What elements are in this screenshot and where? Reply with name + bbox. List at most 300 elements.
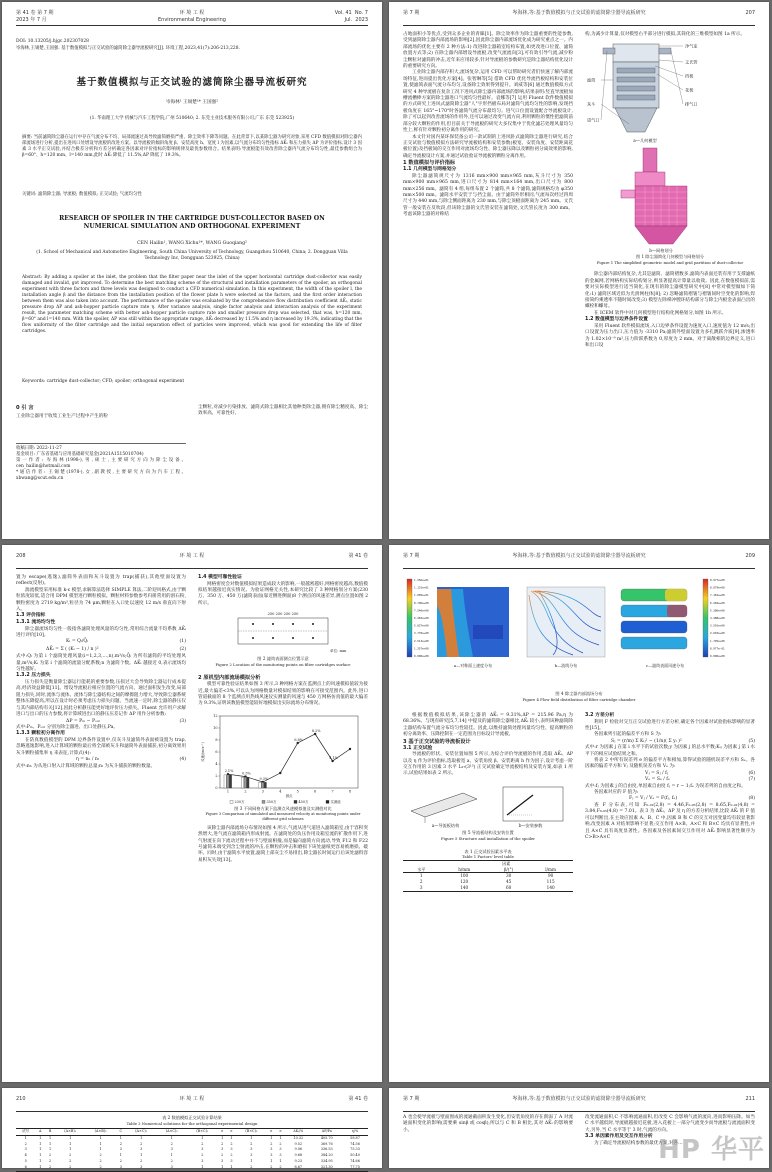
table-header-cell: h/mm xyxy=(440,867,489,873)
table-cell: 120 xyxy=(460,879,469,885)
header-right: 209 xyxy=(745,553,755,559)
table-1-body xyxy=(403,873,573,891)
table-cell: 1 xyxy=(99,1147,102,1152)
paragraph: 除尘器内部结构复杂,尤其是滤筒、滤筒褶数多,滤筒内表面还装有用于支撑滤纸的金属网,若网格构实际结构划分,则显著提高计算量以收敛。因此,在数值模拟前,需要对实际模型进行适当简化,在现有的除尘器模型研究中[8] 中常对模型做如下简化:1) 滤筒区域近似为光滑网柱体[8]; 2) 忽略滤筒褶皱与褶皱间时空变化的影响,焊接简约乘透率不随时间改变;3) 模型左除梯冲膛环结构部分与除尘内板金表面凸出的螺栓和螺母。 xyxy=(585,272,755,310)
table-cell: 1 xyxy=(69,1147,72,1152)
data-point xyxy=(349,748,351,750)
colorbar-a xyxy=(407,579,412,657)
paragraph: 利用 F 检验对交互正交试验进行方差分析,确定各个因素对试验指标影响的显著性[15]。 xyxy=(585,719,755,731)
table-header-cell: ΔK̄ᵢ/% xyxy=(285,1129,311,1136)
x-tick-label: 6 xyxy=(314,789,317,794)
header-right: 207 xyxy=(745,10,755,16)
table-cell: 6 xyxy=(16,1165,35,1171)
table-cell: 3 xyxy=(140,1147,143,1152)
figure-2 xyxy=(198,610,368,672)
fig5-caption-en: Figure 5 Structure and installation of the spoiler xyxy=(441,835,535,841)
table2-title-en: Table 2 Numerical solutions for the orthogonal experimental design xyxy=(126,1121,258,1126)
subsection-heading: 3.1 正交试验 xyxy=(403,745,433,751)
paragraph: 各因素对应的 F 值为: xyxy=(594,790,639,796)
equation-1 xyxy=(16,639,186,645)
cartridge-surface xyxy=(621,589,687,649)
table-cell: 2 xyxy=(170,1141,173,1146)
table-cell: 321.30 xyxy=(312,1165,343,1171)
figure-1-drawing xyxy=(585,40,755,254)
table-cell: 3 xyxy=(221,1147,224,1152)
y-tick-label: 8 xyxy=(215,738,218,743)
table-header-cell: B xyxy=(45,1129,55,1136)
table-cell: 2 xyxy=(270,1141,273,1146)
table-cell: 2 xyxy=(99,1153,102,1158)
table-header-cell: ΔP/Pa xyxy=(312,1129,343,1136)
x-tick-label: 5 xyxy=(296,789,299,794)
column-right xyxy=(198,575,368,1075)
table-cell: 2 xyxy=(48,1158,52,1163)
figure-4-drawing xyxy=(403,575,755,693)
header-left: 第 7 期 xyxy=(403,553,420,559)
column-right xyxy=(585,32,755,532)
paragraph: 在防真数值模型的 DPM 边界条件设置中,仅灰斗及滤筒外表面被设置为 trap,忽略逃逸影响,进入计算域的颗粒最后将全部被灰斗和滤筒外表面捕获,初分离效果用灰斗颗粒捕集率 η 来表征,计算式(4): xyxy=(16,737,186,756)
table-cell: 1 xyxy=(170,1135,173,1140)
x-tick-label: 7 xyxy=(331,789,334,794)
table-header-cell: (B×C)₂ xyxy=(236,1129,267,1136)
table-cell: 2 xyxy=(250,1141,253,1146)
table-cell: 1 xyxy=(99,1135,102,1140)
table-cell: 1 xyxy=(221,1135,224,1140)
y-tick-label: 6 xyxy=(215,750,218,755)
legend-label: 450万 xyxy=(298,799,309,804)
table-cell: 2 xyxy=(267,1165,276,1171)
subsection-heading: 1.3.3 颗粒初分离作用 xyxy=(16,731,65,737)
paragraph: 为了确定导流板结构参数的最优方案,对各… xyxy=(594,1140,683,1146)
section-intro-heading: 0 引 言 xyxy=(16,405,34,411)
colorbar-tick-label: 1.131e+01 xyxy=(414,585,429,590)
table-cell: 1 xyxy=(39,1158,42,1163)
page-208 xyxy=(2,545,382,1082)
table-cell: 2 xyxy=(99,1158,102,1163)
table-cell: 2 xyxy=(69,1153,72,1158)
colorbar-tick-label: 6.284e+00 xyxy=(710,600,725,605)
header-left: 210 xyxy=(16,1096,26,1102)
geo-inlet xyxy=(603,48,615,54)
table-2-header-row xyxy=(16,1129,368,1136)
y-tick-label: 2 xyxy=(215,774,218,779)
table-2-body xyxy=(16,1135,368,1171)
table-cell: 74.66 xyxy=(350,1158,360,1163)
section-heading: 1 数值模拟与评价指标 xyxy=(403,160,456,167)
header-center: 环 境 工 程 xyxy=(179,553,205,559)
header-rule xyxy=(16,568,368,569)
bar xyxy=(229,775,231,788)
header-rule xyxy=(403,25,755,26)
x-tick-label: 8 xyxy=(348,789,352,794)
label-clean-chamber: 净气室 xyxy=(685,43,698,49)
colorbar-tick-label: 7.540e+00 xyxy=(414,608,429,613)
colorbar-tick-label: 3.770e+00 xyxy=(414,631,429,636)
paragraph: 采用 Fluent 软件模拟流场,入口边界条件设置为速度入口,速度值为 12 m/s;出口设置为压力出口,压力值为 -3310 Pa;滤筒外壁面设置为多孔跳跃介质[9],渗透率为 1.02×10⁻⁹ m²,压力阶跃系数为 0,厚度为 2 mm。对于离散相的边界定义,进口和出口设 xyxy=(585,323,755,349)
plot-frame xyxy=(220,716,358,788)
y-tick-label: 4 xyxy=(215,762,218,767)
subsection-heading: 3.3 单因素作用及交互作用分析 xyxy=(585,1134,653,1140)
eq-body: η = nₕ / nₜ xyxy=(76,757,100,763)
table-cell: 1 xyxy=(279,1158,282,1163)
fig4-caption-en: Figure 4 Flow field distribution of filter cartridge chamber xyxy=(522,697,636,702)
figure-3 xyxy=(198,710,368,822)
header-center: 岑海林,等:基于数值模拟与正交试验的滤筒除尘器导流板研究 xyxy=(512,553,646,559)
table1-title-en: Table 1 Factors' level table xyxy=(462,854,514,860)
subsection-heading: 3.2 方差分析 xyxy=(585,713,615,718)
table-cell: 1 xyxy=(35,1165,45,1171)
table-row xyxy=(16,1165,368,1171)
fig2-unit: 单位: mm xyxy=(330,649,347,654)
table-cell: 1 xyxy=(230,1135,233,1140)
authors-cn: 岑海林¹ 王锡楚¹* 王国强² xyxy=(165,100,219,105)
fig3-caption-en: Figure 3 Comparison of simulated and measured velocity at monitoring points under different grid schemes xyxy=(205,811,361,822)
table-cell: 100 xyxy=(460,873,469,879)
keywords-cn: 关键词: 滤筒除尘器; 导流板; 数值模拟; 正交试验; 气流均匀性 xyxy=(22,192,142,197)
header-center: 环 境 工 程 Environmental Engineering xyxy=(158,10,226,23)
data-label: 9.3% xyxy=(259,776,269,781)
table-header-cell: e xyxy=(218,1129,227,1136)
fig2-dimensions: 250 250 250 250 xyxy=(267,612,299,617)
label-cartridge: 滤筒 xyxy=(587,77,596,83)
header-right: Vol. 41 No. 7 Jul. 2023 xyxy=(334,10,368,23)
fig2-caption-cn: 图 2 滤筒表面测点位置示意 xyxy=(257,656,309,662)
header-rule xyxy=(16,1111,368,1112)
fig3-caption-cn: 图 3 不同网格方案下监测点风速模拟值及实测值对比 xyxy=(234,805,332,811)
table-cell: 8.67 xyxy=(285,1165,311,1171)
fig1a-caption: a—几何模型 xyxy=(633,138,657,144)
column-left xyxy=(403,713,573,1075)
table-cell: 1 xyxy=(119,1153,122,1158)
table-header-cell: e xyxy=(227,1129,236,1136)
table-cell: 1 xyxy=(250,1158,253,1163)
table-cell: 405.70 xyxy=(320,1135,333,1140)
data-label: 2.1% xyxy=(224,769,234,774)
table-cell: 3 xyxy=(279,1153,282,1158)
spoiler-plate xyxy=(411,793,477,817)
label-inlet: 进气口 xyxy=(587,117,600,123)
paragraph: 工业除尘器内部存积大,流场复杂,运用 CFD 可以帮助研究者们快速了解内部流场特征,进而提出优化方案[4]。张智琳等[5] 借助 CFD 优化导流挡板结构和安装位置,使滤筒表面气流分布均匀,设备除尘效果得到提升。刘威等[6] 通过数值模拟方式研究 4 种导流板在复杂工况下进风式除尘器内部流场的影响,结果表明:竖直导流板加槽流槽棒方案的除尘器进口气流均匀性最好。袁娜等[7] 运用 Fluent 软件数值模拟的方式研究上进风式滤筒除尘器"人"字形挡板布局对滤筒气流均匀性的影响,发现挡板角度在 165°~170°时各滤筒气流分布最均匀。进气口位置设置配合导流板设计,除了可以起到改善流场的作用外,还可以通过改变气流方向,利用颗粒的惯性把滤筒前部分较大颗粒的作用,但目前关于导流板的研究大多仅集中于优化滤芯处理风量均匀性上,鲜有针对颗粒初分离作用的研究。 xyxy=(403,70,573,134)
table-cell: 2 xyxy=(230,1153,233,1158)
table-cell: 3 xyxy=(250,1147,253,1152)
colorbar-tick-label: 8.079e+00 xyxy=(710,585,725,590)
paragraph: 查 F 分布表,可知 F₀.₀₁(2,8) = 4.46,F₀.₀₅(2,8) = 8.65,F₀.₀₁(4,8) = 3.84,F₀.₀₅(4,8) = 7.01。表 3 为 ΔK̄ᵢ、ΔP 及 η 的方差分析结果,比较 ΔK̄ᵢ 的 F 值可以判断出,在主效应因素 A、B、C 中,因素 B 和 C 的交互对因变量均有较显著影响,改变因素 A 对结果影响不显著;交互作用 A×B、A×C 和 B×C 均具有显著性,并且 A×C 具有高度显著性。各因素及各因素间交互作用对 ΔK̄ᵢ 影响显著性顺序为 C>B>A×C xyxy=(585,802,755,840)
table-header-cell: e xyxy=(276,1129,285,1136)
paper-title-en: RESEARCH OF SPOILER IN THE CARTRIDGE DUST-COLLECTOR BASED ON NUMERICAL SIMULATION AND ORTHOGONAL EXPERIMENT xyxy=(59,215,325,230)
legend-label: 230万 xyxy=(234,799,245,804)
data-point xyxy=(297,742,299,744)
table-cell: 5 xyxy=(24,1158,27,1163)
header-right: 第 41 卷 xyxy=(348,553,368,559)
table-cell: 115 xyxy=(546,879,555,885)
label-baffle: 挡板 xyxy=(685,73,694,79)
section-heading: 3 基于正交试验的导流板设计 xyxy=(403,738,471,745)
header-rule xyxy=(403,568,755,569)
figure-4 xyxy=(403,575,755,707)
table-cell: 3 xyxy=(201,1158,204,1163)
table-cell: 1 xyxy=(39,1135,42,1140)
y-tick-label: 12 xyxy=(213,714,218,719)
data-label: 6.8% xyxy=(294,737,304,742)
page-206-title xyxy=(2,2,382,539)
paragraph: 导流板的形状、安装位置如图 5 所示,为综合评价导流板的作用,选取 ΔK̄ᵢ、ΔP 以及 η 作为评价指标,选取板宽 a、安装角度 β、安装距离 h 作为因子,设计考虑一阶交互作用的 3 因素 3 水平 L₂₇(3¹³) 正交试验确定导流板结构及安装方案,如表 1 所示,试验结果如表 2 所示。 xyxy=(403,752,573,777)
colorbar-tick-label: 2.693e+00 xyxy=(710,631,725,636)
watermark: HP 华平 xyxy=(658,1135,765,1165)
table-cell: 2 xyxy=(45,1165,55,1171)
paragraph: 式中:nₕ 为从进口射入计算域的颗粒总量;nₜ 为灰斗捕获的颗粒数量。 xyxy=(16,763,156,769)
label-flower-plate: 花板 xyxy=(685,87,694,93)
colorbar-tick-label: 1.256e+01 xyxy=(414,578,429,582)
y-tick-label: 10 xyxy=(213,726,218,731)
table-cell: 1 xyxy=(119,1135,122,1140)
fig1-caption-en: Figure 1 The simplified geometric model and grid partition of dust-collector xyxy=(596,260,744,266)
paragraph: 式中:r 为因素 j 在第 i 水平下的试验次数;y 为因素 j 的总水平数;Kᵢⱼ 为因素 j 第 i 水平下的相应试验结果之和。 xyxy=(585,745,755,757)
table-cell: 2 xyxy=(119,1158,122,1163)
paragraph: 式中:fⱼ 为因素 j 的自由度,单因素自由度 fⱼ = r − 1;fₑ 为误差列的自由度之和。 xyxy=(585,783,746,789)
paragraph: 改变流通面积,C 不影响流通面积,但改变 C 会影响气流的流向,进而影响压降。如当 C 水平越低时,导流板越接近花板,进入花板上一部分气流变少而导流板与流流面积变大,另外,当 C 水平等于 3 时,气流的方向。 xyxy=(585,1115,755,1133)
table-cell: 1 xyxy=(69,1135,72,1140)
table-cell: 3 xyxy=(279,1147,282,1152)
table-cell: 2 xyxy=(419,879,423,885)
table-cell: 3 xyxy=(250,1153,253,1158)
affiliation-en: (1. School of Mechanical and Automotive Engineering, South China University of Technology, Guangzhou 510640, China; 2. Dongguan Villa Technology Inc, Dongguan 523925, China) xyxy=(36,250,348,261)
eq-body: Vₑ = Sₑ / fₑ xyxy=(645,777,670,783)
table-cell: 2 xyxy=(221,1153,224,1158)
page-211 xyxy=(389,1088,769,1168)
table-cell: 9.06 xyxy=(294,1147,303,1152)
fig4a-caption: a—对称面上速度分布 xyxy=(453,663,493,668)
bar xyxy=(261,782,263,788)
paragraph: 在 ICEM 软件中对几何模型进行结构化网格划分,如图 1b 所示。 xyxy=(594,310,727,316)
figure-2-drawing xyxy=(198,610,368,656)
colorbar-tick-label: 1.795e+00 xyxy=(710,638,725,643)
table-cell: 3 xyxy=(201,1147,204,1152)
geo-outlet xyxy=(659,48,671,54)
table-cell: 2 xyxy=(55,1165,85,1171)
table-cell: 2 xyxy=(170,1158,173,1163)
table-cell: 50.40 xyxy=(350,1153,360,1158)
table-cell: 2 xyxy=(279,1141,282,1146)
eq-number: (5) xyxy=(748,738,755,744)
subsection-heading: 1.3 评价指标 xyxy=(16,613,46,619)
colorbar-tick-label: 4.488e+00 xyxy=(710,616,725,620)
paragraph: 式中:Pᵢₙ、Pₒᵤₜ 分别为除尘器进、出口处静压,Pa。 xyxy=(16,724,119,730)
table-header-cell: η/% xyxy=(342,1129,368,1136)
colorbar-c-labels xyxy=(710,578,725,658)
header-rule xyxy=(16,25,368,26)
table-cell: 1 xyxy=(201,1135,204,1140)
table-cell: 60 xyxy=(489,885,528,891)
colorbar-tick-label: 1.005e+01 xyxy=(414,593,429,598)
table-cell: 1 xyxy=(39,1147,42,1152)
abstract-en: Abstract: By adding a spoiler at the inlet, the problem that the filter paper near the inlet of the upper horizontal cartridge dust-collector was easily damaged and invalid, got improved. To determine the best matching scheme of the structural and installation parameters of the spoiler, an orthogonal experiment with three factors and three levels was designed to conduct a CFD numerical simulation. In this experiment, the width of the spoiler l, the installation angle β and the distance from the installation position of the flower plate h were selected as the factors, and the first order interaction between them was also taken into account. The performance of the spoiler was evaluated by the comprehensive flow distribution coefficient ΔK̄ᵢ, static pressure drop ΔP and ash-hopper particle capture rate η. After variance analysis, single factor analysis and interaction analysis of the experiment result, the parameter matching scheme with better ash-hopper particle capture rate and smaller pressure drop was selected, that was, h=120 mm, β=60° and l=140 mm. With the spoiler, ΔP was still within the appropriate range, ΔK̄ᵢ decreased by 11.5% and η increased by 19.3%, indicating that the flow uniformity of the filter cartridge and the initial separation effect of particles were improved, which was good for extending the life of filter cartridges. xyxy=(22,275,362,334)
table-cell: 3 xyxy=(221,1158,224,1163)
colorbar-tick-label: 2.513e+00 xyxy=(414,638,429,643)
table-cell: 1 xyxy=(187,1165,218,1171)
paragraph: 置为 escape(逃逸),滤筒外表面和灰斗设置为 trap(捕获),其他壁面设置为 reflect(反射)。 xyxy=(16,575,186,587)
colorbar-tick-label: 7.181e+00 xyxy=(710,593,725,598)
y-tick-label: 0 xyxy=(215,786,218,791)
geo-clean-chamber xyxy=(613,44,659,62)
data-label: 8.2% xyxy=(311,728,321,733)
eq-number: (8) xyxy=(748,796,755,802)
header-left: 208 xyxy=(16,553,26,559)
page-207 xyxy=(389,2,769,539)
paragraph: 湍流模型采用标准 k-ε 模型,求解算法选择 SIMPLE 算法,二阶迎风格式,由于颗粒浓度较低,适合用 DPM 模型进行颗粒模拟。颗粒材料参数参考归册常用的滑石粉,颗粒密度为 2719 kg/m³,粒径为 74 μm,颗粒在入口处以速度 12 m/s 垂直向下射入。 xyxy=(16,587,186,613)
table-cell: 3 xyxy=(230,1147,233,1152)
paragraph: 占地面积小等优点,受到众多企业的青睐[1]。除尘效率作为除尘器重要的性能参数,受到滤筒除尘器内部流场的影响[2],因此除尘器内部流场优化成为研究重点之一。内部流场的优化主要有 2 种方法:1) 改进除尘器箱室结构布置,如更改进口位置、滤筒放置方式等;2) 在除尘器内部增设导流板,改变气流流向[3],可有效引导气流,减少粉尘颗粒对滤筒的冲击,近年来应用较多,针对导流板的参数研究是除尘器结构优化设计的重要研究方向。 xyxy=(403,32,573,70)
column-left xyxy=(403,1115,573,1165)
header-right: 第 41 卷 xyxy=(348,1096,368,1102)
table-header-cell: 试号 xyxy=(16,1129,35,1136)
subsection-heading: 1.3.1 流场均匀性 xyxy=(16,620,56,626)
paragraph: 将表 2 中所有误差列 e 的偏差平方和相加,算得试验的随机误差平方和 Sₑ。各因素的偏差平方和 Vⱼ 及随机误差方和 Vₑ 为: xyxy=(585,758,755,770)
table-cell: 3 xyxy=(116,1165,126,1171)
table-cell: 3 xyxy=(24,1147,27,1152)
figure-5 xyxy=(403,781,573,845)
colorbar-tick-label: 1.257e+00 xyxy=(414,646,429,651)
data-point xyxy=(279,772,281,774)
legend-swatch xyxy=(326,800,329,803)
data-point xyxy=(331,760,333,762)
chart-labels xyxy=(200,714,351,804)
doi: DOI: 10.13205/j.hjgc.202307028 xyxy=(16,39,89,44)
table-cell: 1 xyxy=(39,1153,42,1158)
colorbar-tick-label: 8.796e+00 xyxy=(414,600,429,605)
colorbar-tick-label: 5.386e+00 xyxy=(710,608,725,613)
installed-spoiler xyxy=(507,795,533,815)
fig5b-caption: b—安装参数 xyxy=(518,822,543,828)
colorbar-tick-label: 3.591e+00 xyxy=(710,623,725,628)
table-cell: 3 xyxy=(230,1158,233,1163)
paragraph: 构,为减少计算量,仅对模型右半部分进行模拟,其简化的三维模型如图 1a 所示。 xyxy=(585,32,745,37)
eq-body: Kᵢ = Qᵢ/Q̄ᵢ xyxy=(66,639,89,645)
table-cell: 3 xyxy=(270,1147,273,1152)
bar xyxy=(244,777,246,788)
table-cell: 1 xyxy=(270,1158,273,1163)
table-cell: 1 xyxy=(39,1141,42,1146)
x-tick-label: 3 xyxy=(261,789,264,794)
table-cell: 1 xyxy=(48,1141,52,1146)
eq-body: Vⱼ = Sⱼ / fⱼ xyxy=(645,770,669,776)
eq-number: (2) xyxy=(179,646,186,652)
table-cell: 336.53 xyxy=(320,1147,333,1152)
fig1-caption-cn: 图 1 除尘器简化几何模型与网格划分 xyxy=(635,254,705,260)
bar xyxy=(224,775,226,788)
bar xyxy=(264,782,266,788)
y-axis-label: 风速/(m·s⁻¹) xyxy=(201,741,205,762)
table-cell: 9.23 xyxy=(294,1158,303,1163)
label-venturi: 文氏管 xyxy=(685,59,698,65)
paragraph: 网格密度会对数值模拟结果造成较大的影响,一般越密越好,网格密度越高,数值模拟结果越接近真实情况。为验证网格无关性,本研究比较了 3 种网格划分方案(230 万、350 万、450 万)滤筒表面(靠近侧进侧面)8 个测点的风速差异,测点位置如图 2 所示。 xyxy=(198,581,368,606)
table-cell: 2 xyxy=(140,1141,143,1146)
table-cell: 2 xyxy=(85,1165,115,1171)
data-point xyxy=(314,733,316,735)
table-cell: 1 xyxy=(279,1135,282,1140)
table-cell: 2 xyxy=(24,1141,27,1146)
x-tick-label: 4 xyxy=(279,789,282,794)
table-cell: 3 xyxy=(119,1147,122,1152)
table-cell: 45 xyxy=(505,879,512,885)
citation: 岑海林,王锡楚,王国强. 基于数值模拟与正交试验的滤筒除尘器导流板研究[J]. 环境工程,2023,41(7):206-213,228. xyxy=(16,46,240,51)
eq-number: (4) xyxy=(179,757,186,763)
table-cell: 384.20 xyxy=(320,1153,333,1158)
header-left: 第 41 卷 第 7 期 2023 年 7 月 xyxy=(16,10,54,23)
legend-swatch xyxy=(230,800,233,803)
table-cell: 1 xyxy=(140,1153,143,1158)
label-outlet: 排气口 xyxy=(685,101,698,107)
table-cell: 58.87 xyxy=(350,1135,360,1140)
paragraph: 该除尘器内部流场分布情况如图 4 所示,气流从进气道进入滤筒箱室,由于容积突然增大,进气流在滤筒箱内形成射流。在滤筒处的负压作用及箱室流的扩散作用下,进气射流在向下流动过程中并不与壁面相撞,而是偏向滤筒方向流动,导致 F12 和 F22 号滤筒末端受到含尘射流的冲击,在颗粒的冲击和磨损下该处滤纸更容易被磨损、破坏。同时,由于滤筒水平放置,滤筒上部灰尘不易排出,除尘器长时间运行后该处滤料容易积灰失效[13]。 xyxy=(198,825,368,863)
eq-body: Sⱼ = (r/m) Σ Kᵢⱼ² − (1/n)( Σ yᵢ )² xyxy=(611,738,682,744)
table-cell: 3 xyxy=(170,1147,173,1152)
authors-en: CEN Hailin¹, WANG Xichu¹*, WANG Guoqiang² xyxy=(137,241,247,246)
chart-axes xyxy=(219,716,359,788)
page-210 xyxy=(2,1088,382,1168)
table-cell: 1 xyxy=(250,1135,253,1140)
column-left xyxy=(16,575,186,1075)
table-cell: 75.33 xyxy=(350,1147,360,1152)
subsection-heading: 1.3.2 压力损失 xyxy=(16,673,51,679)
table-cell: 2 xyxy=(140,1158,143,1163)
table-cell: 2 xyxy=(201,1141,204,1146)
x-axis-label: 测点 xyxy=(285,793,293,798)
header-center: 岑海林,等:基于数值模拟与正交试验的滤筒除尘器导流板研究 xyxy=(512,1096,646,1102)
colorbar-tick-label: 0.000e+00 xyxy=(710,654,725,658)
table-header-cell: β/(°) xyxy=(489,867,528,873)
fig4-caption-cn: 图 4 除尘器内部流场分布 xyxy=(555,691,603,696)
table-cell: 1 xyxy=(99,1141,102,1146)
table-header-cell: (A×C)₁ xyxy=(126,1129,157,1136)
legend-label: 350万 xyxy=(266,799,277,804)
fig5a-caption: a—导流板结构 xyxy=(431,822,460,828)
table-cell: 1 xyxy=(69,1141,72,1146)
table-cell: 1 xyxy=(170,1153,173,1158)
fig4b-caption: b—流线分布 xyxy=(554,663,578,668)
table-cell: 2 xyxy=(276,1165,285,1171)
table-cell: 1 xyxy=(218,1165,227,1171)
table-cell: 74.56 xyxy=(350,1141,360,1146)
abstract-cn: 摘要: 当前滤筒除尘器在运行中存在气流分布不均、局部流速过高导致滤筒磨损严重、除尘效率下降等问题。在此背景下,以某除尘器为研究对象,采用 CFD 数值模拟对除尘器内部流场进行分析,提出在进风口处增设导流板的改进方案。以导流板的倾斜角度 β、安装高度 h、宽度 l 为因素,以气流分布均匀性指标 ΔK̄ᵢ 和压力损失 ΔP 为评价指标,设计 3 因素 3 水平正交试验,并结合极差分析和方差分析确定各因素对评价指标的影响规律及最优参数组合。结果表明:导流板能有效改善除尘器内气流分布均匀性,最佳参数组合为 β=60°、h=120 mm、l=140 mm,此时 ΔK̄ᵢ 降低了 11.5%,ΔP 降低了 19.3%。 xyxy=(22,135,362,158)
label-hopper: 灰斗 xyxy=(587,101,596,107)
table-cell: 3 xyxy=(403,885,440,891)
equation-2 xyxy=(16,647,186,653)
table-header-cell: (B×C)₁ xyxy=(187,1129,218,1136)
table-cell: 2 xyxy=(48,1153,52,1158)
table-cell: 2 xyxy=(236,1165,267,1171)
eq-number: (7) xyxy=(748,777,755,783)
colorbar-c xyxy=(703,579,708,657)
header-center: 岑海林,等:基于数值模拟与正交试验的滤筒除尘器导流板研究 xyxy=(512,10,646,16)
eq-body: ΔK̄ᵢ = Σ ( (Kᵢ − 1) / n )² xyxy=(46,646,99,652)
table-cell: 9.68 xyxy=(294,1153,303,1158)
table-1 xyxy=(403,860,573,892)
table-cell: 2 xyxy=(221,1141,224,1146)
table-cell: 1 xyxy=(270,1135,273,1140)
header-rule xyxy=(403,1111,755,1112)
bar xyxy=(247,777,249,788)
paragraph: A 也会使导流板与壁面围成的流通截面积发生变化,但安装角度的存在削弱了 A 对流通面积变化的影响(需要乘 sinβ 或 cosβ),所以与 C 和 B 相比,其对 ΔK̄ᵢ 的影响要小。 xyxy=(403,1115,573,1133)
colorbar-a-labels xyxy=(414,578,429,658)
table-cell: 1 xyxy=(140,1135,143,1140)
table-cell: 3 xyxy=(270,1153,273,1158)
table-cell: 2 xyxy=(69,1158,72,1163)
header-center: 环 境 工 程 xyxy=(179,1096,205,1102)
data-label: 4.1% xyxy=(329,755,338,760)
geo-hopper xyxy=(615,108,657,132)
table-header-cell: A xyxy=(35,1129,45,1136)
intro-right: 尘颗粒,对减少污染排放、滤筒式除尘器相比其他种类除尘器,拥有除尘精度高、除尘效率高、可靠性好、 xyxy=(198,405,368,417)
